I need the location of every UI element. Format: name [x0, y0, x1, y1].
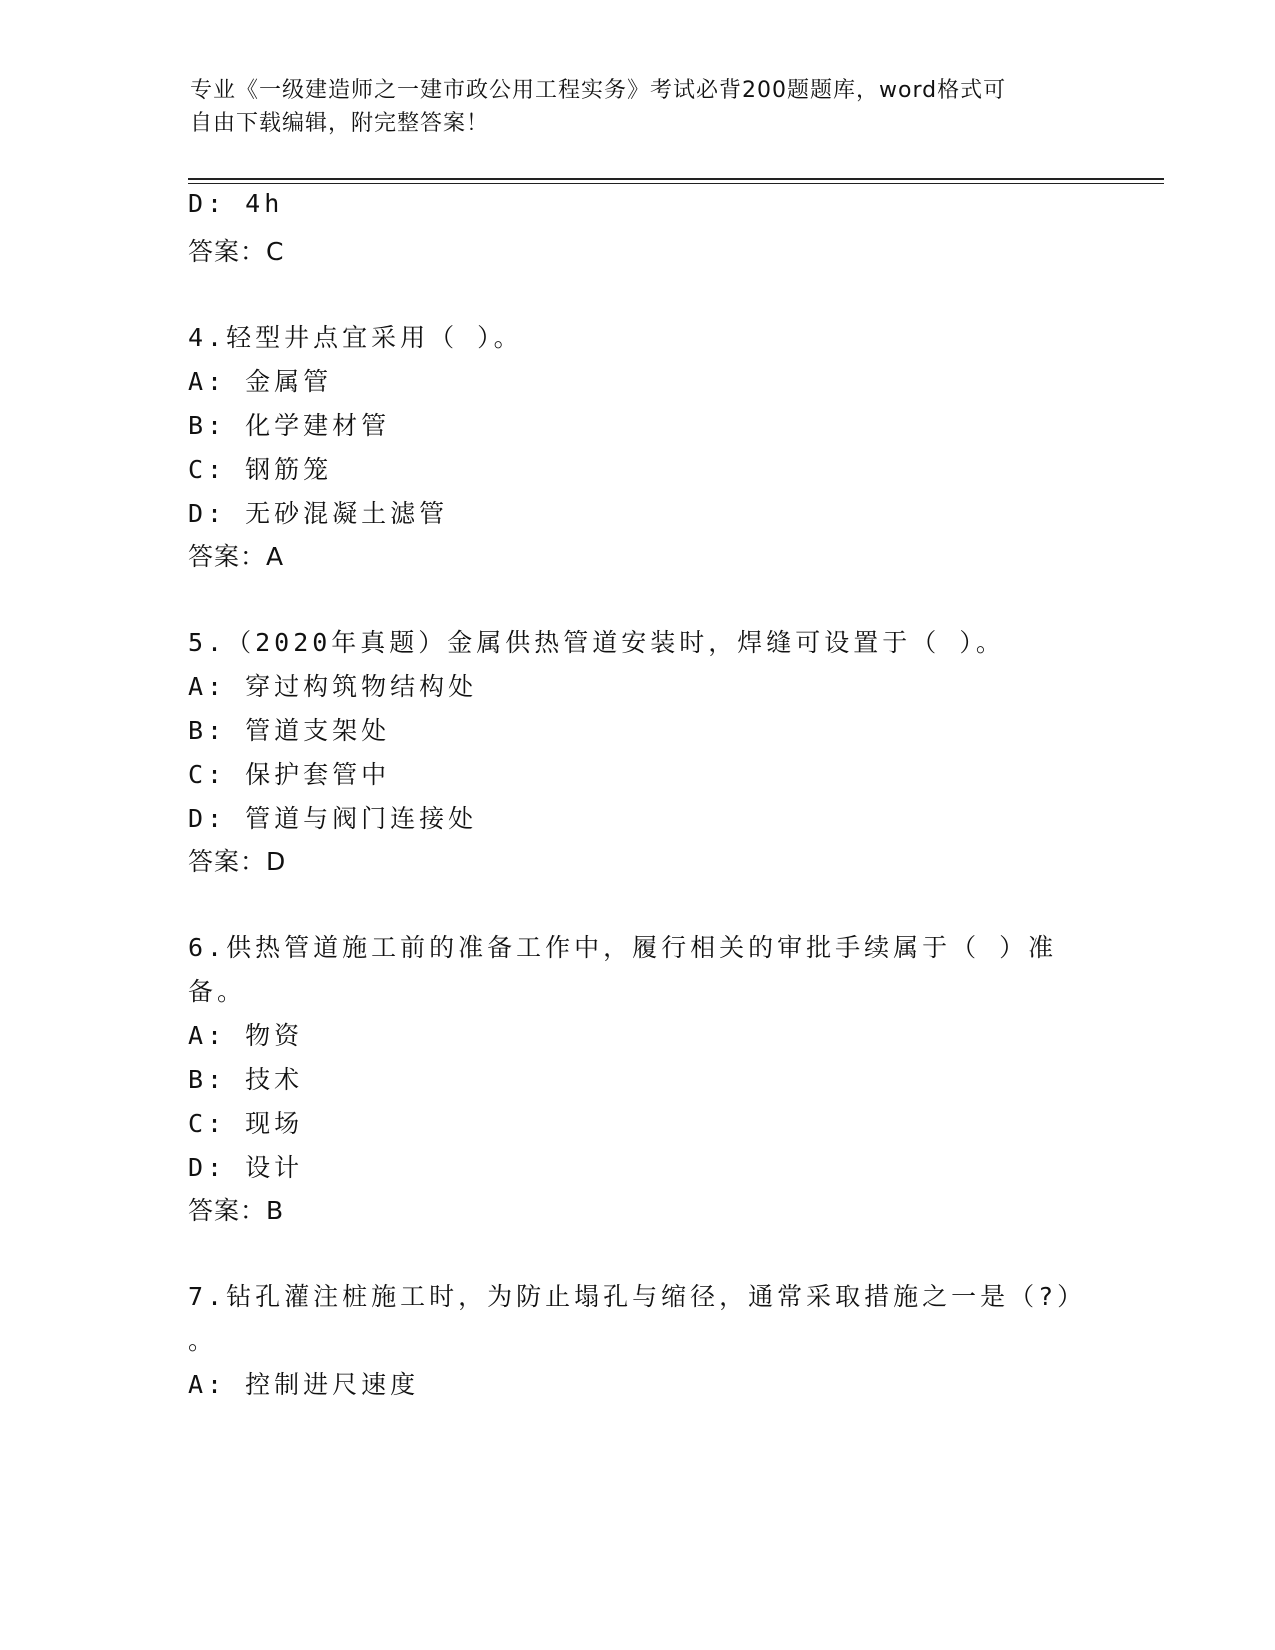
- q4-stem: 4.轻型井点宜采用（ ）。: [188, 323, 523, 352]
- header-divider-thin: [188, 183, 1164, 184]
- q5-option-d: D: 管道与阀门连接处: [188, 804, 478, 833]
- q5-option-a: A: 穿过构筑物结构处: [188, 672, 478, 701]
- q4-option-b: B: 化学建材管: [188, 411, 391, 440]
- q5-option-b: B: 管道支架处: [188, 716, 391, 745]
- q6-option-a: A: 物资: [188, 1021, 304, 1050]
- header-line-2: 自由下载编辑，附完整答案！: [190, 111, 490, 136]
- q7-option-a: A: 控制进尺速度: [188, 1370, 420, 1399]
- q6-answer: 答案：B: [188, 1196, 285, 1225]
- q4-answer: 答案：A: [188, 542, 285, 571]
- q4-option-c: C: 钢筋笼: [188, 455, 333, 484]
- prev-option-d: D: 4h: [188, 189, 284, 218]
- q6-stem-line-2: 备。: [188, 977, 247, 1006]
- q6-option-d: D: 设计: [188, 1153, 304, 1182]
- q7-stem-line-1: 7.钻孔灌注桩施工时，为防止塌孔与缩径，通常采取措施之一是（?）: [188, 1282, 1087, 1311]
- header-divider-thick: [188, 178, 1164, 180]
- header-line-1: 专业《一级建造师之一建市政公用工程实务》考试必背200题题库，word格式可: [190, 78, 1007, 103]
- q5-stem: 5.（2020年真题）金属供热管道安装时，焊缝可设置于（ ）。: [188, 628, 1005, 657]
- prev-answer: 答案：C: [188, 237, 285, 266]
- q5-option-c: C: 保护套管中: [188, 760, 391, 789]
- q5-answer: 答案：D: [188, 847, 287, 876]
- q6-option-b: B: 技术: [188, 1065, 304, 1094]
- q4-option-d: D: 无砂混凝土滤管: [188, 499, 449, 528]
- q6-option-c: C: 现场: [188, 1109, 304, 1138]
- page-header: [190, 74, 1090, 140]
- q7-stem-line-2: 。: [188, 1326, 218, 1355]
- q6-stem-line-1: 6.供热管道施工前的准备工作中，履行相关的审批手续属于（ ）准: [188, 933, 1058, 962]
- q4-option-a: A: 金属管: [188, 367, 333, 396]
